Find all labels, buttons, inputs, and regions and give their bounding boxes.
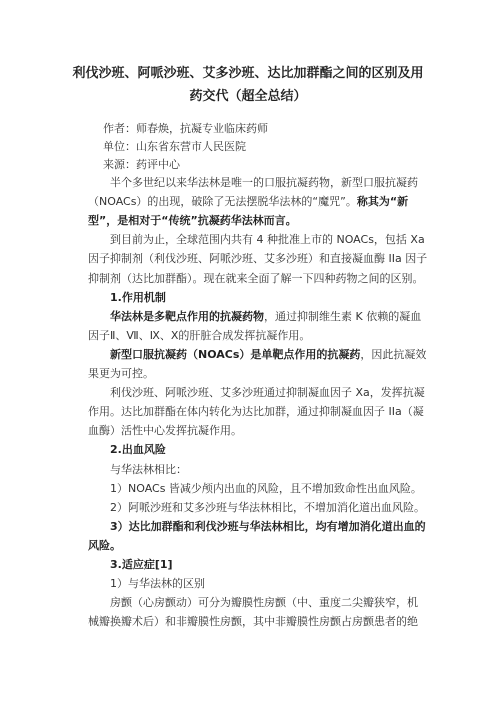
document-title-line-1: 利伐沙班、阿哌沙班、艾多沙班、达比加群酯之间的区别及用 [72,66,424,81]
body-line [88,366,440,382]
body-text: 果更为可控。 [88,367,154,380]
body-text: ，因此抗凝效 [360,347,427,361]
body-line [88,462,440,478]
body-text: 利伐沙班、阿哌沙班、艾多沙班通过抑制凝血因子 Xa，发挥抗凝 [88,386,425,400]
bold-text: 3）达比加群酯和利伐沙班与华法林相比，均有增加消化道出血的 [88,519,426,533]
body-line [88,194,440,210]
body-line [88,271,440,287]
body-text: 作用。达比加群酯在体内转化为达比加群，通过抑制凝血因子 IIa（凝 [88,405,424,419]
body-text: 房颤（心房颤动）可分为瓣膜性房颤（中、重度二尖瓣狭窄，机 [88,596,418,610]
body-text: 1）NOACs 皆减少颅内出血的风险，且不增加致命性出血风险。 [88,481,422,495]
body-line [88,213,440,229]
body-text: 1）与华法林的区别 [88,577,205,591]
body-line [88,423,440,439]
body-line [88,481,440,497]
body-line [88,557,440,573]
body-line [88,309,440,325]
bold-text: 华法林是多靶点作用的抗凝药物 [88,309,264,323]
body-line [88,347,440,363]
body-line [88,595,440,611]
body-text: 血酶）活性中心发挥抗凝作用。 [88,424,242,438]
body-text: ，通过抑制维生素 K 依赖的凝血 [264,309,422,323]
bold-text: 3.适应症[1] [88,558,173,571]
bold-text: 新型口服抗凝药（NOACs）是单靶点作用的抗凝药 [88,347,361,361]
body-line [88,614,440,630]
body-text: 到目前为止，全球范围内共有 4 种批准上市的 NOACs，包括 Xa [88,233,425,247]
body-line [88,500,440,516]
bold-text: 型”，是相对于“传统”抗凝药华法林而言。 [88,214,297,228]
author-line: 作者：师春焕，抗凝专业临床药师 [103,122,268,135]
body-line [88,576,440,592]
bold-text: 2.出血风险 [88,443,166,457]
body-text: 因子抑制剂（利伐沙班、阿哌沙班、艾多沙班）和直接凝血酶 IIa 因子 [88,252,428,266]
body-line [88,328,440,344]
body-text: 半个多世纪以来华法林是唯一的口服抗凝药物，新型口服抗凝药 [88,176,418,189]
body-line [88,385,440,401]
body-text: 因子Ⅱ、Ⅶ、Ⅸ、Ⅹ的肝脏合成发挥抗凝作用。 [88,328,311,342]
body-line [88,538,440,554]
body-line [88,232,440,248]
bold-text: 风险。 [88,538,121,552]
body-text: 与华法林相比： [88,462,187,476]
body-line [88,290,440,306]
bold-text: 1.作用机制 [88,290,166,304]
document-title-line-2: 药交代（超全总结） [189,89,307,104]
body-line [88,442,440,458]
body-text: 抑制剂（达比加群酯）。现在就来全面了解一下四种药物之间的区别。 [88,271,424,285]
source-line: 来源：药评中心 [103,158,180,171]
unit-line: 单位：山东省东营市人民医院 [103,140,246,153]
body-text: 2）阿哌沙班和艾多沙班与华法林相比，不增加消化道出血风险。 [88,500,425,514]
body-line [88,251,440,267]
body-text: 械瓣换瓣术后）和非瓣膜性房颤，其中非瓣膜性房颤占房颤患者的绝 [88,615,418,629]
body-line [88,519,440,535]
body-line [88,175,440,191]
body-line [88,404,440,420]
body-text: （NOACs）的出现，破除了无法摆脱华法林的“魔咒”。 [88,195,357,209]
bold-text: 称其为“新 [356,195,409,209]
